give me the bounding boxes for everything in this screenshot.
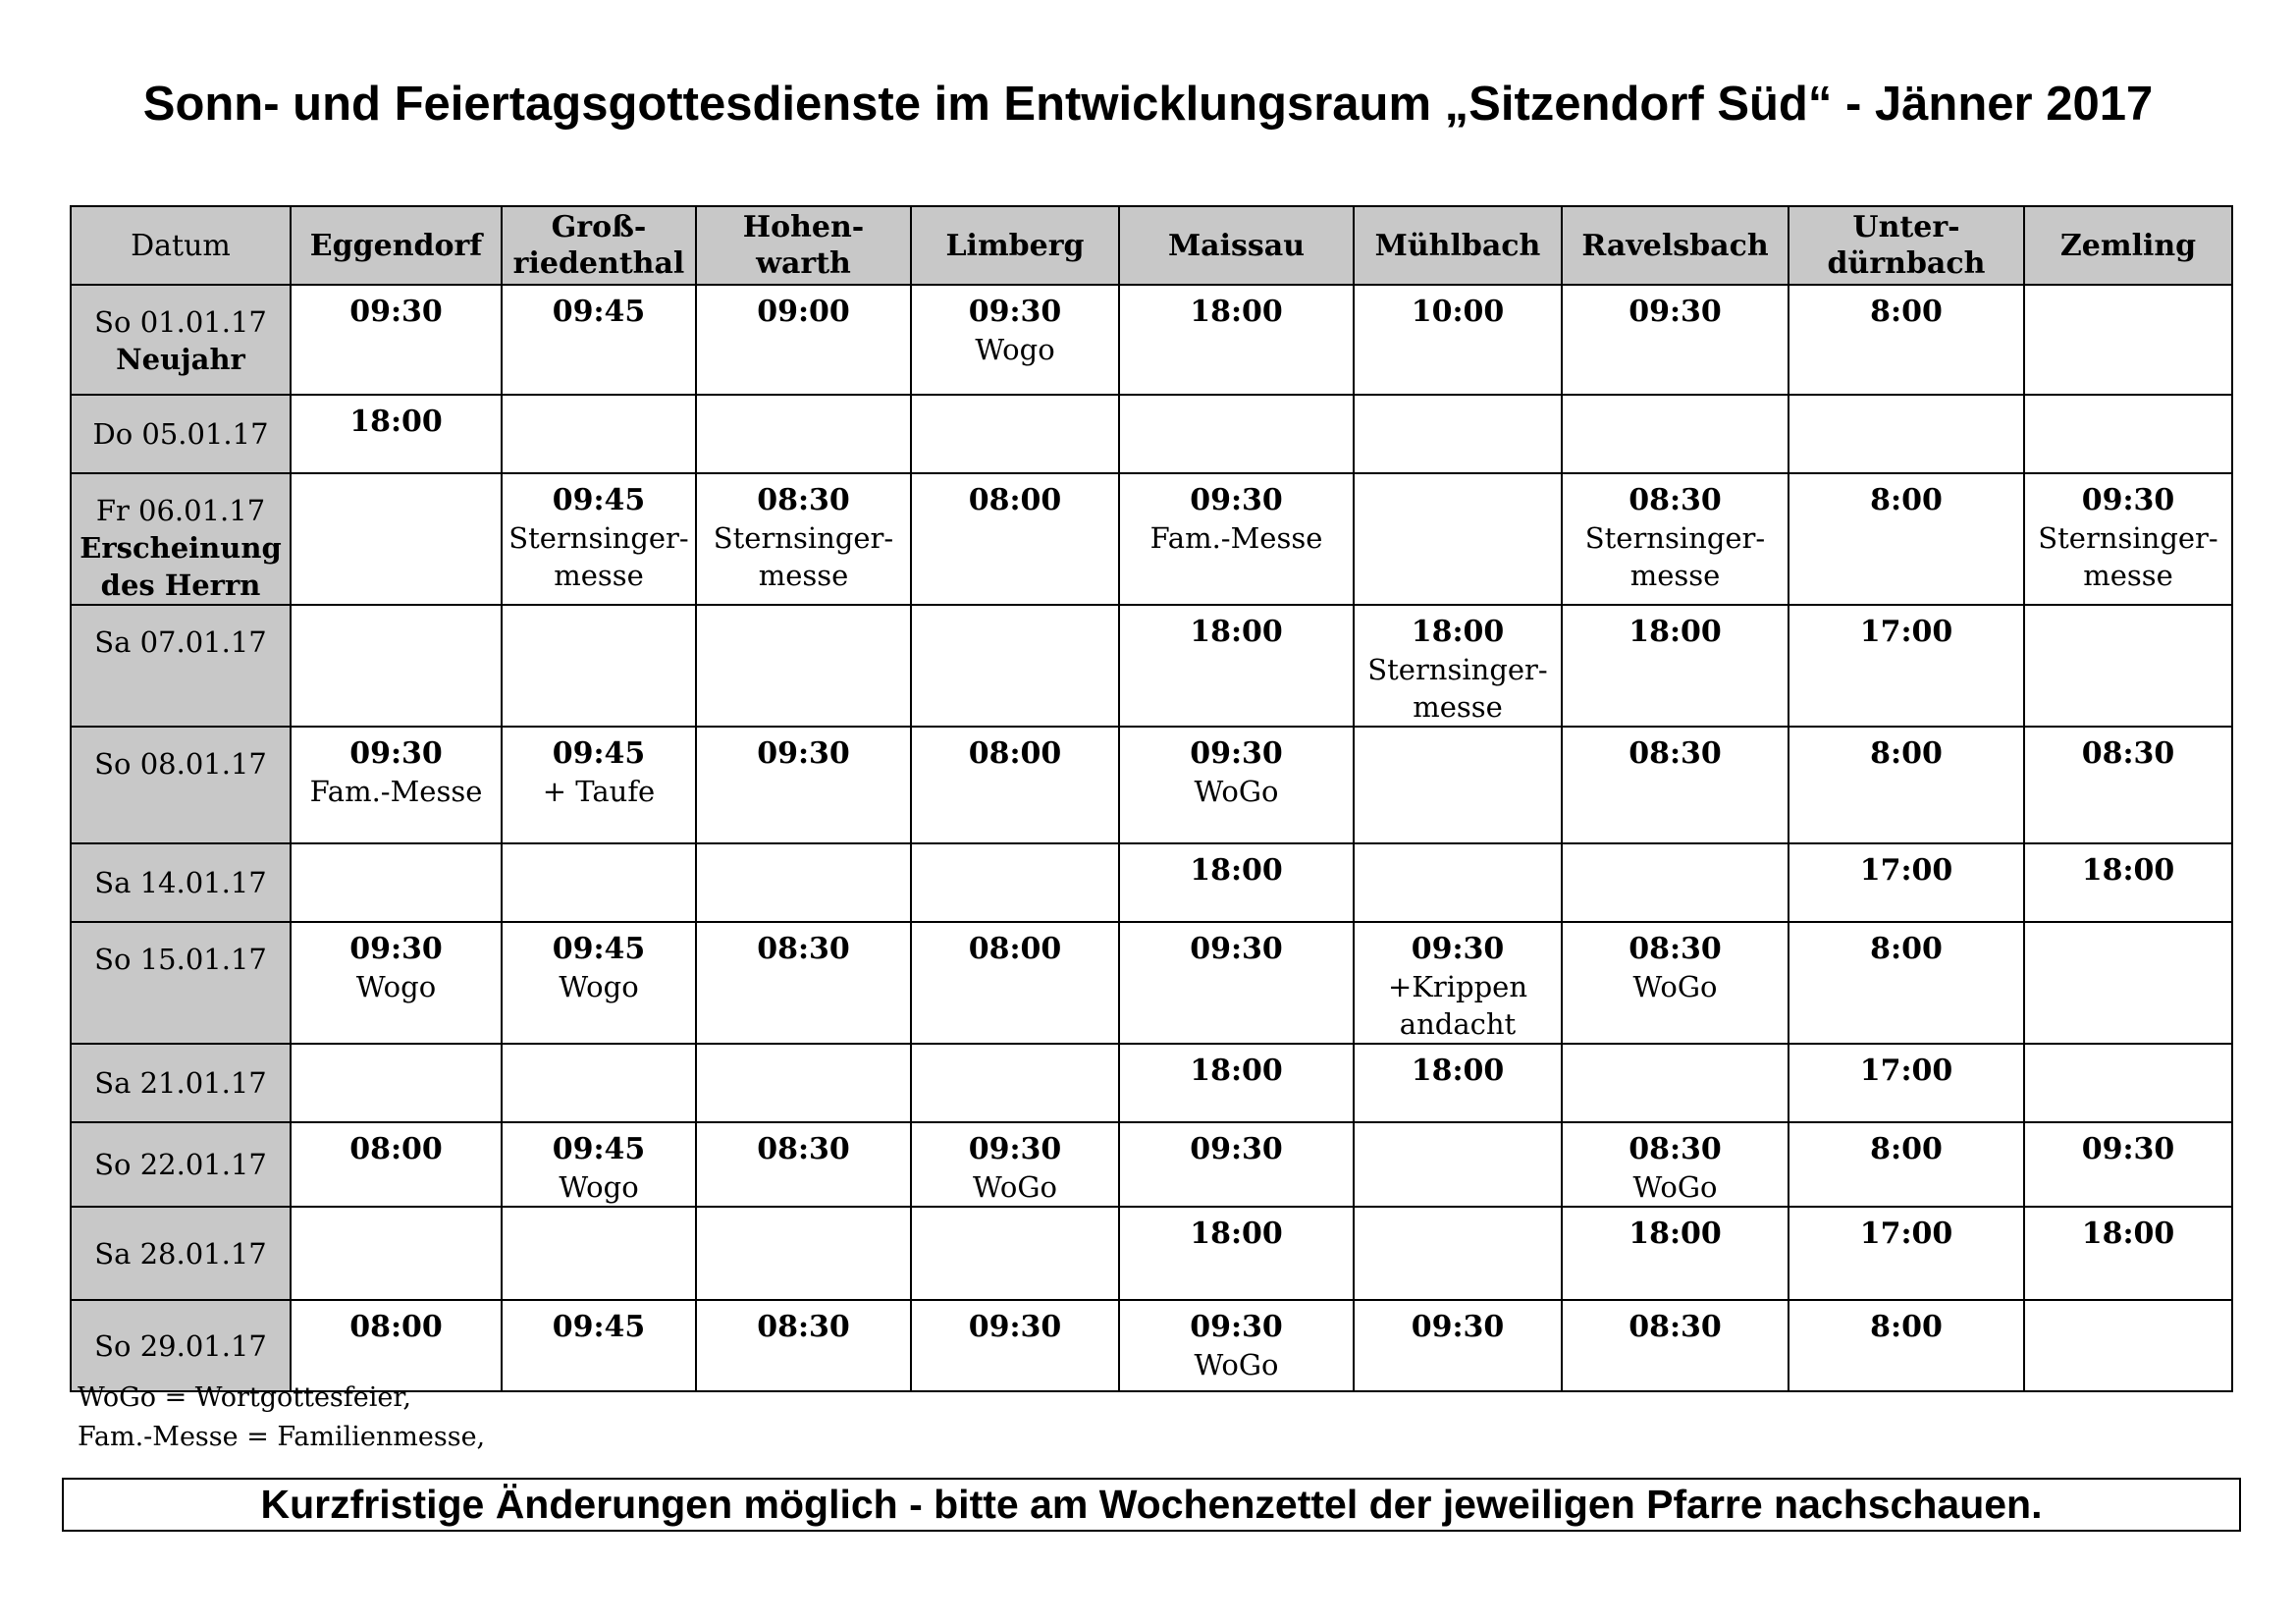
service-time: 08:30 <box>757 1310 850 1344</box>
column-header-date: Datum <box>71 206 291 285</box>
column-header-parish: Maissau <box>1119 206 1354 285</box>
service-time: 18:00 <box>1190 615 1283 649</box>
date-label: Do 05.01.17 <box>92 417 269 451</box>
service-cell <box>1789 1044 2024 1122</box>
service-note: Wogo <box>355 970 437 1003</box>
date-cell <box>71 605 291 727</box>
service-time: 09:30 <box>968 1132 1062 1166</box>
service-cell <box>696 922 911 1044</box>
service-cell <box>291 1044 502 1122</box>
service-cell <box>1354 922 1562 1044</box>
date-cell <box>71 285 291 395</box>
service-cell <box>1119 605 1354 727</box>
service-cell <box>291 285 502 395</box>
service-time: 09:30 <box>349 932 443 966</box>
service-time: 09:45 <box>552 483 646 517</box>
date-cell <box>71 843 291 922</box>
service-cell <box>1119 843 1354 922</box>
column-header-parish: Unter- dürnbach <box>1789 206 2024 285</box>
service-cell <box>1354 1122 1562 1207</box>
service-cell <box>1789 922 2024 1044</box>
service-cell <box>502 1122 696 1207</box>
feast-day-label: Neujahr <box>116 343 245 376</box>
service-cell <box>1354 727 1562 843</box>
service-time: 09:30 <box>1190 1310 1283 1344</box>
date-cell <box>71 727 291 843</box>
service-time: 18:00 <box>1190 1217 1283 1251</box>
service-cell <box>502 1207 696 1300</box>
service-cell <box>1562 285 1789 395</box>
service-note: Fam.-Messe <box>309 775 483 808</box>
service-time: 18:00 <box>1190 295 1283 329</box>
service-time: 18:00 <box>1190 853 1283 888</box>
service-time: 09:45 <box>552 295 646 329</box>
column-header-parish: Groß- riedenthal <box>502 206 696 285</box>
service-cell <box>502 285 696 395</box>
service-cell <box>1354 473 1562 605</box>
service-cell <box>1562 1044 1789 1122</box>
notice-box: Kurzfristige Änderungen möglich - bitte am Wochenzettel der jeweiligen Pfarre nachschauen. <box>62 1478 2241 1532</box>
service-note: Wogo <box>559 970 639 1003</box>
feast-day-label: Erscheinung des Herrn <box>80 531 282 602</box>
service-time: 08:00 <box>968 483 1062 517</box>
date-cell <box>71 473 291 605</box>
service-cell <box>1119 473 1354 605</box>
service-cell <box>1119 1122 1354 1207</box>
service-cell <box>696 1044 911 1122</box>
service-time: 17:00 <box>1859 853 1953 888</box>
service-time: 17:00 <box>1859 1217 1953 1251</box>
service-cell <box>1562 605 1789 727</box>
mass-schedule-table <box>70 205 2233 1392</box>
service-cell <box>502 605 696 727</box>
date-cell <box>71 1207 291 1300</box>
service-cell <box>911 605 1119 727</box>
schedule-row <box>71 1044 2232 1122</box>
date-label: Sa 14.01.17 <box>94 866 267 899</box>
service-time: 18:00 <box>1411 615 1505 649</box>
service-cell <box>1562 1122 1789 1207</box>
service-cell <box>1789 473 2024 605</box>
service-cell <box>1789 1207 2024 1300</box>
service-cell <box>1789 605 2024 727</box>
service-note: Sternsinger- messe <box>1367 653 1548 724</box>
legend-wogo: WoGo = Wortgottesfeier, <box>78 1382 411 1413</box>
service-time: 09:45 <box>552 736 646 771</box>
service-note: WoGo <box>973 1170 1057 1204</box>
service-cell <box>1562 727 1789 843</box>
service-time: 08:00 <box>968 932 1062 966</box>
service-cell <box>696 605 911 727</box>
service-note: Sternsinger- messe <box>2038 521 2218 592</box>
service-cell <box>911 473 1119 605</box>
service-cell <box>1119 1044 1354 1122</box>
service-cell <box>696 285 911 395</box>
service-time: 18:00 <box>1629 615 1722 649</box>
service-time: 09:30 <box>1411 932 1505 966</box>
date-cell <box>71 395 291 473</box>
service-cell <box>291 922 502 1044</box>
service-note: WoGo <box>1632 970 1718 1003</box>
service-time: 09:30 <box>2081 1132 2175 1166</box>
service-cell <box>911 727 1119 843</box>
date-cell <box>71 1044 291 1122</box>
date-label: So 15.01.17 <box>94 943 267 976</box>
service-time: 8:00 <box>1870 483 1943 517</box>
column-header-parish: Eggendorf <box>291 206 502 285</box>
service-cell <box>502 922 696 1044</box>
page-title: Sonn- und Feiertagsgottesdienste im Entwicklungsraum „Sitzendorf Süd“ - Jänner 2017 <box>142 78 2154 131</box>
service-note: Fam.-Messe <box>1149 521 1323 555</box>
date-label: Sa 21.01.17 <box>94 1066 267 1100</box>
service-cell <box>911 1207 1119 1300</box>
service-cell <box>1789 285 2024 395</box>
service-cell <box>502 395 696 473</box>
header-row <box>71 206 2232 285</box>
service-time: 08:00 <box>968 736 1062 771</box>
service-time: 08:30 <box>757 483 850 517</box>
service-time: 09:45 <box>552 1310 646 1344</box>
service-time: 09:45 <box>552 932 646 966</box>
service-time: 09:30 <box>2081 483 2175 517</box>
column-header-parish: Hohen- warth <box>696 206 911 285</box>
legend-fam-messe: Fam.-Messe = Familienmesse, <box>78 1422 486 1452</box>
service-cell <box>911 843 1119 922</box>
schedule-row <box>71 843 2232 922</box>
date-label: So 22.01.17 <box>94 1148 267 1181</box>
service-cell <box>696 1300 911 1391</box>
service-cell <box>696 395 911 473</box>
service-time: 8:00 <box>1870 295 1943 329</box>
service-cell <box>2024 473 2232 605</box>
schedule-row <box>71 922 2232 1044</box>
service-note: WoGo <box>1194 775 1279 808</box>
service-time: 18:00 <box>2081 1217 2175 1251</box>
service-cell <box>1354 1044 1562 1122</box>
service-cell <box>911 395 1119 473</box>
service-note: Sternsinger- messe <box>1584 521 1766 592</box>
schedule-row <box>71 1207 2232 1300</box>
service-cell <box>1119 395 1354 473</box>
column-header-parish: Mühlbach <box>1354 206 1562 285</box>
service-time: 09:30 <box>1411 1310 1505 1344</box>
service-note: Sternsinger- messe <box>713 521 894 592</box>
service-cell <box>291 395 502 473</box>
service-cell <box>1562 922 1789 1044</box>
service-cell <box>2024 605 2232 727</box>
service-cell <box>1119 1207 1354 1300</box>
service-note: WoGo <box>1194 1348 1279 1381</box>
service-time: 09:30 <box>1190 932 1283 966</box>
service-cell <box>1119 285 1354 395</box>
service-time: 08:30 <box>1629 736 1722 771</box>
service-time: 18:00 <box>1190 1054 1283 1088</box>
service-cell <box>696 843 911 922</box>
service-time: 09:30 <box>349 295 443 329</box>
date-label: So 01.01.17 <box>94 305 267 339</box>
service-cell <box>291 1207 502 1300</box>
service-time: 09:30 <box>1190 1132 1283 1166</box>
service-cell <box>1354 605 1562 727</box>
service-time: 09:30 <box>1629 295 1722 329</box>
service-time: 18:00 <box>1629 1217 1722 1251</box>
service-time: 08:00 <box>349 1132 443 1166</box>
service-cell <box>911 1300 1119 1391</box>
schedule-row <box>71 473 2232 605</box>
column-header-parish: Zemling <box>2024 206 2232 285</box>
service-cell <box>911 922 1119 1044</box>
service-time: 18:00 <box>1411 1054 1505 1088</box>
schedule-row <box>71 285 2232 395</box>
service-cell <box>2024 285 2232 395</box>
service-time: 8:00 <box>1870 736 1943 771</box>
service-cell <box>291 473 502 605</box>
schedule-row <box>71 395 2232 473</box>
service-cell <box>1789 1122 2024 1207</box>
service-cell <box>2024 1207 2232 1300</box>
service-cell <box>2024 922 2232 1044</box>
service-cell <box>1789 843 2024 922</box>
service-time: 08:30 <box>757 932 850 966</box>
service-cell <box>1562 843 1789 922</box>
service-cell <box>696 1207 911 1300</box>
service-cell <box>291 1122 502 1207</box>
schedule-row <box>71 727 2232 843</box>
service-cell <box>291 727 502 843</box>
service-time: 08:30 <box>2081 736 2175 771</box>
date-label: Fr 06.01.17 <box>95 494 266 527</box>
service-cell <box>1354 1300 1562 1391</box>
service-cell <box>1562 395 1789 473</box>
service-time: 08:30 <box>1629 1132 1722 1166</box>
service-time: 8:00 <box>1870 1132 1943 1166</box>
date-label: Sa 07.01.17 <box>94 625 267 659</box>
service-cell <box>1354 1207 1562 1300</box>
date-label: Sa 28.01.17 <box>94 1236 267 1271</box>
service-cell <box>2024 1044 2232 1122</box>
service-cell <box>291 843 502 922</box>
service-cell <box>502 1300 696 1391</box>
service-time: 17:00 <box>1859 615 1953 649</box>
service-time: 09:30 <box>349 736 443 771</box>
legend <box>78 1379 485 1457</box>
service-time: 8:00 <box>1870 932 1943 966</box>
service-cell <box>1562 473 1789 605</box>
service-cell <box>1119 1300 1354 1391</box>
schedule-row <box>71 1122 2232 1207</box>
service-time: 18:00 <box>349 405 443 439</box>
service-cell <box>911 285 1119 395</box>
service-time: 08:30 <box>1629 932 1722 966</box>
service-cell <box>696 1122 911 1207</box>
schedule-row <box>71 605 2232 727</box>
service-cell <box>1119 727 1354 843</box>
service-cell <box>502 843 696 922</box>
service-note: Sternsinger- messe <box>508 521 689 592</box>
service-cell <box>1119 922 1354 1044</box>
column-header-parish: Limberg <box>911 206 1119 285</box>
service-time: 08:30 <box>1629 1310 1722 1344</box>
service-cell <box>502 727 696 843</box>
service-cell <box>1354 285 1562 395</box>
service-cell <box>502 473 696 605</box>
service-time: 09:30 <box>968 1310 1062 1344</box>
service-cell <box>696 727 911 843</box>
service-cell <box>696 473 911 605</box>
service-time: 08:30 <box>1629 483 1722 517</box>
service-cell <box>2024 727 2232 843</box>
date-label: So 29.01.17 <box>94 1328 267 1363</box>
service-time: 8:00 <box>1870 1310 1943 1344</box>
service-note: Wogo <box>559 1170 639 1204</box>
service-note: Wogo <box>975 333 1055 366</box>
service-time: 09:30 <box>1190 736 1283 771</box>
date-label: So 08.01.17 <box>94 747 267 781</box>
service-time: 09:30 <box>757 736 850 771</box>
service-time: 17:00 <box>1859 1054 1953 1088</box>
service-cell <box>291 605 502 727</box>
date-cell <box>71 1122 291 1207</box>
service-time: 08:00 <box>349 1310 443 1344</box>
service-cell <box>1789 1300 2024 1391</box>
service-time: 10:00 <box>1411 295 1505 329</box>
service-time: 08:30 <box>757 1132 850 1166</box>
service-cell <box>2024 843 2232 922</box>
service-cell <box>1354 843 1562 922</box>
service-cell <box>911 1044 1119 1122</box>
service-cell <box>2024 1300 2232 1391</box>
date-cell <box>71 922 291 1044</box>
column-header-parish: Ravelsbach <box>1562 206 1789 285</box>
service-cell <box>1789 395 2024 473</box>
service-cell <box>502 1044 696 1122</box>
service-cell <box>1354 395 1562 473</box>
service-cell <box>911 1122 1119 1207</box>
service-time: 09:45 <box>552 1132 646 1166</box>
service-cell <box>2024 1122 2232 1207</box>
service-note: + Taufe <box>542 775 656 808</box>
service-time: 09:30 <box>968 295 1062 329</box>
service-cell <box>1562 1207 1789 1300</box>
service-time: 18:00 <box>2081 853 2175 888</box>
service-time: 09:30 <box>1190 483 1283 517</box>
service-cell <box>1789 727 2024 843</box>
service-cell <box>1562 1300 1789 1391</box>
service-time: 09:00 <box>757 295 850 329</box>
service-note: +Krippen andacht <box>1387 970 1528 1041</box>
service-note: WoGo <box>1632 1170 1718 1204</box>
service-cell <box>2024 395 2232 473</box>
